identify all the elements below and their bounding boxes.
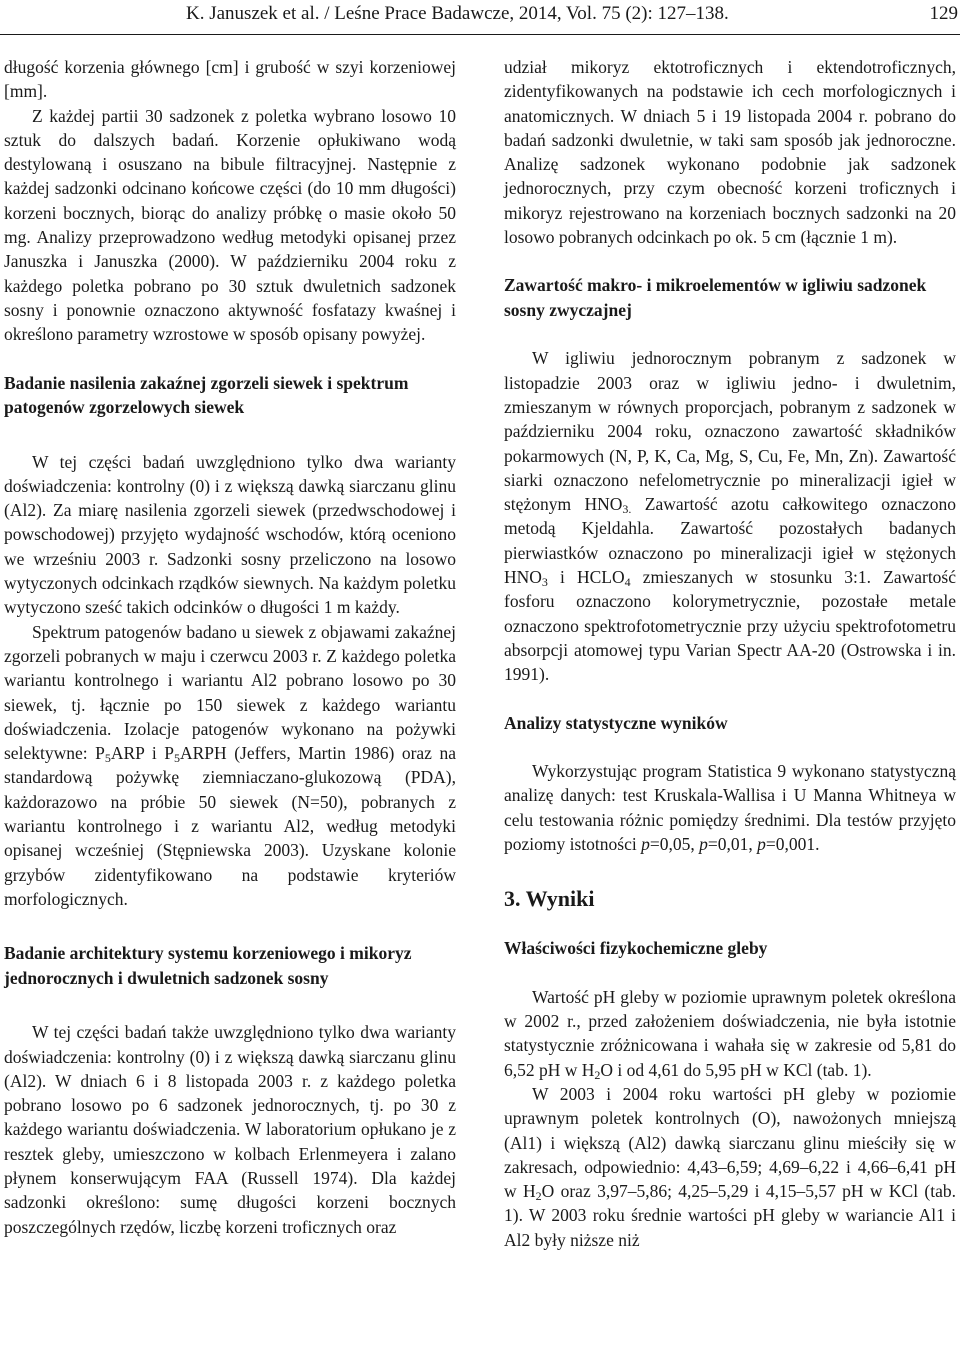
section-heading: Badanie architektury systemu korzeniowego i mikoryz jednorocznych i dwuletnich sadzonek sosny: [4, 943, 412, 988]
paragraph: udział mikoryz ektotroficznych i ektendotroficznych, zidentyfikowanych na podstawie ich cech morfologicznych i anatomicznych. W dniach 5 i 19 listopada 2004 r. pobrano do badań sadzonki dwuletnie, w taki sam sposób jak jednoroczne. Analizę sadzonek wykonano podobnie jak sadzonek jednorocznych, przy czym obecność korzeni troficznych i mikoryz rejestrowano na korzeniach bocznych sadzonki na 20 losowo pobranych odcinkach po ok. 5 cm (łącznie 1 m).: [504, 57, 956, 248]
spacer: [4, 911, 456, 941]
paragraph: Spektrum patogenów badano u siewek z objawami zakaźnej zgorzeli pobranych w maju i czerwcu 2003 r. Z każdego poletka wariantu kontrolnego i wariantu Al2 pobrano losowo po 30 siewek, tj. łącznie po 150 siewek z każdego wariantu doświadczenia. Izolacje patogenów wykonano na pożywki selektywne: $P_5ARP$ i $P_5ARPH$ (Jeffers, Martin 1986) oraz na standardową pożywkę ziemniaczano-glukozową (PDA), każdorazowo na próbie 50 siewek (N=50), pobranych z wariantu kontrolnego i z wariantu Al2, według metodyki opisanej wcześniej (Stępniewska 2003). Uzyskane kolonie grzybów zidentyfikowano na podstawie kryteriów morfologicznych.: [4, 621, 456, 909]
spacer: [4, 990, 456, 1020]
spacer: [4, 347, 456, 371]
paragraph: W igliwiu jednorocznym pobranym z sadzonek w listopadzie 2003 oraz w igliwiu jedno- i dwuletnim, zmieszanym w równych proporcjach, pobranym z sadzonek w październiku 2004 roku, oznaczono zawartość składników pokarmowych (N, P, K, Ca, Mg, S, Cu, Fe, Mn, Zn). Zawartość siarki oznaczono nefelometrycznie po mineralizacji igieł w stężonym $HNO_{3.}$ Zawartość azotu całkowitego oznaczono metodą Kjeldahla. Zawartość pozostałych badanych pierwiastków oznaczono po mineralizacji igieł w stężonych $HNO_3$ i $HCLO_4$ zmieszanych w stosunku 3:1. Zawartość fosforu oznaczono kolorymetrycznie, pozostałe metale oznaczono spektrofotometrycznie przy użyciu spektrofotometru absorpcji atomowej typu Varian Spectr AA-20 (Ostrowska i in. 1991).: [504, 348, 957, 685]
spacer: [504, 856, 956, 886]
paragraph: Wartość pH gleby w poziomie uprawnym poletek określona w 2002 r., przed założeniem doświadczenia, nie była istotnie statystycznie zróżnicowana i wahała się w zakresie od 5,81 do 6,52 pH w $H_2O$ i od 4,61 do 5,95 pH w KCl (tab. 1).: [504, 986, 956, 1082]
section-heading: Badanie nasilenia zakaźnej zgorzeli siewek i spektrum patogenów zgorzelowych siewek: [4, 372, 409, 418]
journal-citation: K. Januszek et al. / Leśne Prace Badawcze, 2014, Vol. 75 (2): 127–138.: [186, 3, 729, 24]
right-column: [504, 55, 956, 1252]
section-heading: Właściwości fizykochemiczne gleby: [504, 938, 768, 959]
spacer: [504, 735, 956, 759]
spacer: [504, 912, 956, 936]
section-heading: Zawartość makro- i mikroelementów w igliwiu sadzonek sosny zwyczajnej: [504, 275, 927, 320]
paragraph: W tej części badań uwzględniono tylko dwa warianty doświadczenia: kontrolny (0) i z większą dawką siarczanu glinu (Al2). Za miarę nasilenia zgorzeli siewek (przedwschodowej i powschodowej) przyjęto wydajność wschodów, którą oceniono we wrześniu 2003 r. Sadzonki sosny przeliczono na losowo wytyczonych odcinkach rządków siewnych. Na każdym poletku wytyczono sześć takich odcinków o długości 1 m każdy.: [4, 451, 456, 618]
section-heading: Analizy statystyczne wyników: [504, 712, 728, 733]
page-number: 129: [929, 3, 958, 24]
spacer: [504, 249, 956, 273]
paragraph: W 2003 i 2004 roku wartości pH gleby w poziomie uprawnym poletek kontrolnych (O), nawożonych mniejszą (Al1) i większą (Al2) dawką siarczanu glinu mieściły się w zakresach, odpowiednio: 4,43–6,59; 4,69–6,22 i 4,66–6,41 pH w $H_2O$ oraz 3,97–5,86; 4,25–5,29 i 4,15–5,57 pH w KCl (tab. 1). W 2003 roku średnie wartości pH gleby w wariancie Al1 i Al2 były niższe niż: [504, 1083, 956, 1250]
paragraph: W tej części badań także uwzględniono tylko dwa warianty doświadczenia: kontrolny (0) i z większą dawką siarczanu glinu (Al2). W dniach 6 i 8 listopada 2003 r. z każdego poletka pobrano losowo po 6 sadzonek jednorocznych, tj. po 30 z każdego wariantu doświadczenia. W laboratorium opłukano je z resztek gleby, umieszczono w kolbach Erlenmeyera i zalano płynem konserwującym FAA (Russell 1974). Dla każdej sadzonki określono: sumę długości korzeni bocznych poszczególnych rzędów, liczbę korzeni troficznych oraz: [4, 1022, 456, 1237]
left-column: [4, 55, 456, 1239]
running-header: [186, 2, 960, 28]
paragraph: długość korzenia głównego [cm] i grubość w szyi korzeniowej [mm].: [4, 57, 456, 102]
spacer: [504, 687, 956, 711]
spacer: [504, 961, 956, 985]
header-rule: [0, 34, 960, 35]
paragraph: Z każdej partii 30 sadzonek z poletka wybrano losowo 10 sztuk do dalszych badań. Korzenie opłukiwano wodą destylowaną i osuszano na bibule filtracyjnej. Następnie z każdej sadzonki odcinano końcowe części (do 10 mm długości) korzeni bocznych, biorąc do analizy próbkę o masie około 50 mg. Analizy przeprowadzono według metodyki opisanej przez Januszka i Januszka (2000). W październiku 2004 roku z każdego poletka pobrano po 30 sztuk dwuletnich sadzonek sosny i ponownie oznaczono aktywność fosfatazy kwaśnej i określono parametry wzrostowe w sposób opisany powyżej.: [4, 105, 456, 345]
spacer: [4, 420, 456, 450]
paragraph: Wykorzystując program Statistica 9 wykonano statystyczną analizę danych: test Kruskala-Wallisa i U Manna Whitneya w celu testowania różnic pomiędzy średnimi. Dla testów przyjęto poziomy istotności p=0,05, p=0,01, p=0,001.: [504, 761, 956, 854]
spacer: [504, 322, 956, 346]
chapter-heading: 3. Wyniki: [504, 886, 595, 912]
